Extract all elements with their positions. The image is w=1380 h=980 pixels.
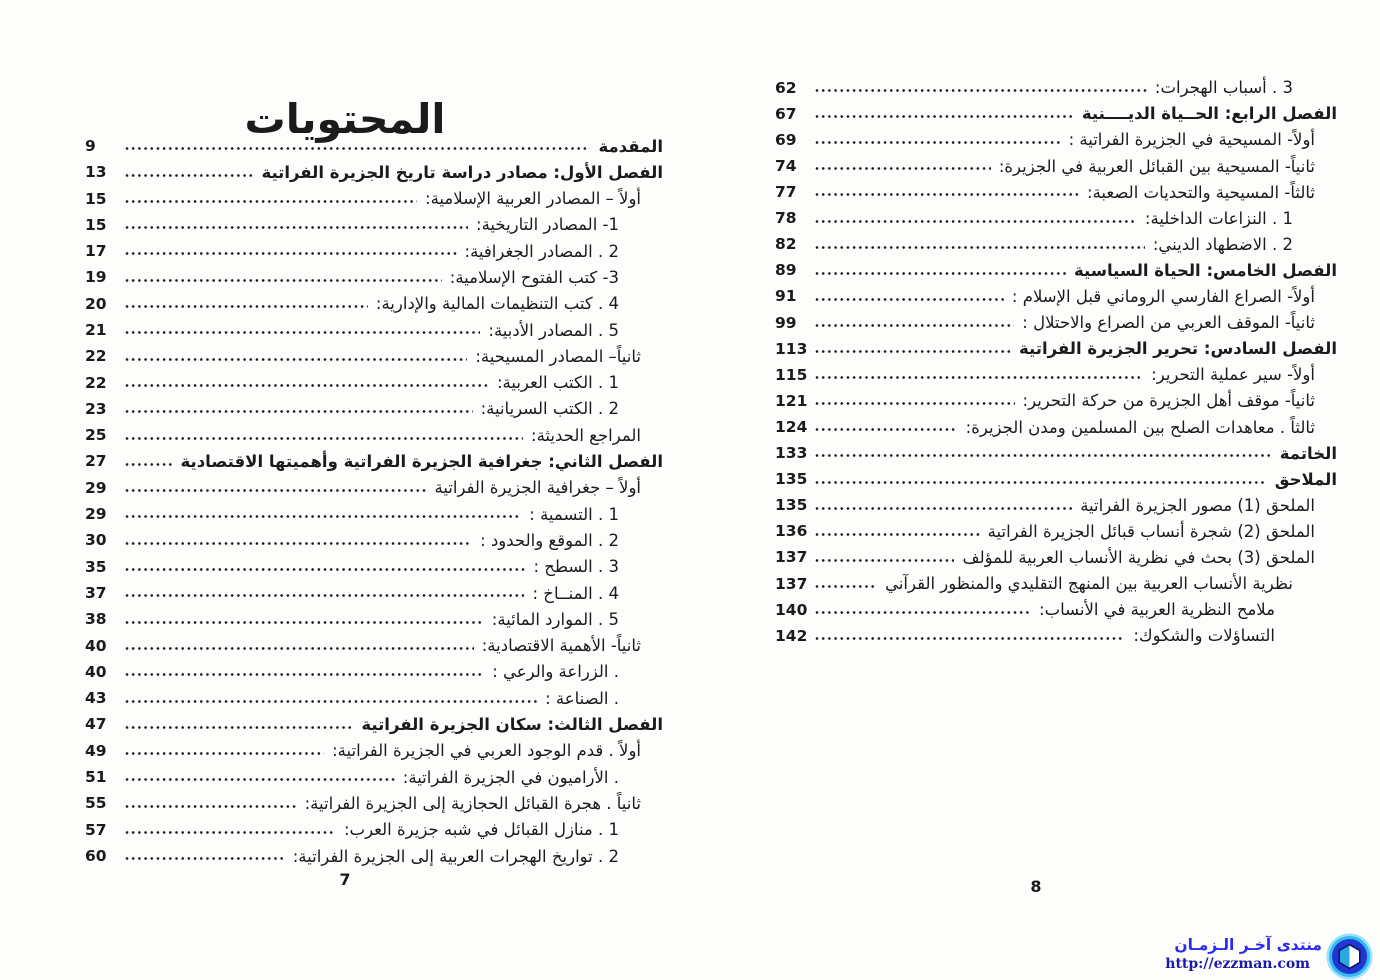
toc-entry bbox=[775, 281, 1337, 307]
toc-entry-page: 121 bbox=[775, 391, 808, 410]
toc-entry-label: أولاً – جغرافية الجزيرة الفراتية bbox=[434, 478, 641, 498]
dot-leader bbox=[814, 452, 1272, 459]
toc-entry-label: 1 . منازل القبائل في شبه جزيرة العرب: bbox=[343, 820, 619, 840]
toc-entry bbox=[85, 367, 663, 393]
toc-entry-label: الملحق (1) مصور الجزيرة الفراتية bbox=[1080, 495, 1315, 515]
toc-entry-label: 4 . المنــاخ : bbox=[532, 583, 619, 603]
toc-entry-page: 69 bbox=[775, 130, 797, 149]
toc-entry bbox=[775, 72, 1337, 98]
toc-entry-label: أولاً- سير عملية التحرير: bbox=[1151, 365, 1315, 385]
toc-entry bbox=[85, 735, 663, 761]
dot-leader bbox=[814, 374, 1143, 381]
toc-entry-page: 17 bbox=[85, 242, 107, 261]
toc-entry bbox=[85, 314, 663, 340]
toc-entry-label: التساؤلات والشكوك: bbox=[1133, 626, 1275, 646]
toc-entry-label: . الصناعة : bbox=[545, 688, 619, 708]
toc-entry bbox=[85, 235, 663, 261]
toc-entry-label: الفصل الخامس: الحياة السياسية bbox=[1074, 260, 1337, 280]
toc-entry bbox=[775, 594, 1337, 620]
toc-entry bbox=[85, 603, 663, 629]
toc-entry-page: 137 bbox=[775, 574, 808, 593]
dot-leader bbox=[124, 461, 173, 468]
toc-entry bbox=[775, 516, 1337, 542]
dot-leader bbox=[124, 435, 523, 442]
toc-entry-page: 22 bbox=[85, 347, 107, 366]
toc-entry-page: 9 bbox=[85, 136, 96, 155]
toc-entry-label: المراجع الحديثة: bbox=[531, 425, 641, 445]
toc-entry-page: 135 bbox=[775, 470, 808, 489]
toc-entry-label: أولاً – المصادر العربية الإسلامية: bbox=[425, 189, 641, 209]
toc-entry bbox=[85, 787, 663, 813]
toc-entry bbox=[85, 814, 663, 840]
toc-entry-page: 62 bbox=[775, 78, 797, 97]
toc-entry-label: ثانياً– المصادر المسيحية: bbox=[475, 346, 641, 366]
toc-entry-page: 15 bbox=[85, 189, 107, 208]
dot-leader bbox=[814, 296, 1004, 303]
dot-leader bbox=[124, 198, 417, 205]
toc-entry-page: 77 bbox=[775, 183, 797, 202]
dot-leader bbox=[124, 329, 480, 336]
toc-entry bbox=[85, 130, 663, 156]
dot-leader bbox=[124, 619, 484, 626]
dot-leader bbox=[124, 487, 426, 494]
toc-entry bbox=[85, 682, 663, 708]
toc-entry-label: 2 . الكتب السريانية: bbox=[480, 399, 619, 419]
toc-entry-label: المقدمة bbox=[598, 136, 663, 156]
toc-entry-label: 1 . النزاعات الداخلية: bbox=[1144, 208, 1293, 228]
toc-entry-page: 51 bbox=[85, 768, 107, 787]
left-page-number: 7 bbox=[339, 870, 351, 889]
dot-leader bbox=[124, 513, 521, 520]
toc-entry-page: 124 bbox=[775, 417, 808, 436]
toc-entry-page: 40 bbox=[85, 662, 107, 681]
toc-entry bbox=[85, 261, 663, 287]
toc-entry bbox=[85, 709, 663, 735]
toc-entry bbox=[775, 463, 1337, 489]
dot-leader bbox=[124, 829, 336, 836]
dot-leader bbox=[124, 408, 473, 415]
toc-entry-label: 3 . السطح : bbox=[533, 557, 619, 577]
dot-leader bbox=[814, 531, 980, 538]
toc-entry-page: 40 bbox=[85, 636, 107, 655]
dot-leader bbox=[814, 139, 1061, 146]
toc-entry bbox=[85, 209, 663, 235]
toc-entry-label: 2 . الموقع والحدود : bbox=[480, 530, 619, 550]
toc-entry-page: 82 bbox=[775, 235, 797, 254]
dot-leader bbox=[124, 750, 324, 757]
toc-entry-page: 142 bbox=[775, 626, 808, 645]
dot-leader bbox=[814, 87, 1147, 94]
toc-entry bbox=[85, 498, 663, 524]
toc-entry bbox=[775, 255, 1337, 281]
dot-leader bbox=[124, 645, 474, 652]
forum-logo-icon bbox=[1326, 933, 1373, 980]
contents-title: المحتويات bbox=[244, 95, 446, 144]
toc-entry bbox=[775, 307, 1337, 333]
dot-leader bbox=[814, 479, 1267, 486]
toc-entry bbox=[775, 542, 1337, 568]
toc-entry-label: 3 . أسباب الهجرات: bbox=[1154, 78, 1293, 98]
toc-entry-page: 135 bbox=[775, 496, 808, 515]
toc-entry-page: 49 bbox=[85, 741, 107, 760]
dot-leader bbox=[814, 218, 1137, 225]
dot-leader bbox=[124, 724, 353, 731]
toc-entry-page: 29 bbox=[85, 505, 107, 524]
toc-entry-page: 78 bbox=[775, 209, 797, 228]
watermark-site-name: منتدى آخـر الـزمـان bbox=[1174, 936, 1322, 954]
dot-leader bbox=[814, 583, 877, 590]
toc-entry-label: . الأراميون في الجزيرة الفراتية: bbox=[402, 767, 619, 787]
toc-entry-page: 115 bbox=[775, 365, 808, 384]
toc-entry-page: 21 bbox=[85, 321, 107, 339]
toc-entry-page: 67 bbox=[775, 104, 797, 123]
dot-leader bbox=[124, 776, 395, 783]
toc-entry bbox=[775, 202, 1337, 228]
toc-entry-label: ثالثاً . معاهدات الصلح بين المسلمين ومدن الجزيرة: bbox=[965, 417, 1315, 437]
toc-left-page bbox=[85, 130, 663, 866]
toc-entry bbox=[85, 656, 663, 682]
toc-entry bbox=[85, 577, 663, 603]
dot-leader bbox=[124, 671, 484, 678]
toc-entry bbox=[775, 411, 1337, 437]
toc-entry-page: 22 bbox=[85, 373, 107, 392]
toc-entry-label: ثانياً- المسيحية بين القبائل العربية في الجزيرة: bbox=[998, 156, 1315, 176]
dot-leader bbox=[814, 635, 1125, 642]
toc-entry bbox=[85, 630, 663, 656]
toc-entry-label: 2 . تواريخ الهجرات العربية إلى الجزيرة الفراتية: bbox=[292, 846, 619, 866]
dot-leader bbox=[124, 303, 368, 310]
dot-leader bbox=[814, 426, 958, 433]
dot-leader bbox=[814, 348, 1011, 355]
dot-leader bbox=[814, 322, 1014, 329]
toc-entry-page: 137 bbox=[775, 548, 808, 567]
toc-entry-label: الفصل الثاني: جغرافية الجزيرة الفراتية وأهميتها الاقتصادية bbox=[180, 452, 663, 472]
toc-entry-page: 37 bbox=[85, 583, 107, 602]
toc-entry bbox=[775, 568, 1337, 594]
dot-leader bbox=[124, 855, 285, 862]
dot-leader bbox=[814, 244, 1145, 251]
toc-entry-label: 5 . المصادر الأدبية: bbox=[488, 320, 619, 340]
toc-entry-page: 99 bbox=[775, 313, 797, 332]
toc-entry-page: 113 bbox=[775, 339, 808, 358]
toc-entry-label: 1 . التسمية : bbox=[529, 504, 619, 524]
dot-leader bbox=[124, 382, 489, 389]
dot-leader bbox=[124, 277, 442, 284]
dot-leader bbox=[814, 165, 991, 172]
toc-entry-page: 60 bbox=[85, 846, 107, 865]
toc-entry bbox=[85, 419, 663, 445]
dot-leader bbox=[124, 803, 297, 810]
toc-entry-page: 140 bbox=[775, 600, 808, 619]
toc-entry bbox=[85, 288, 663, 314]
toc-entry-page: 15 bbox=[85, 215, 107, 234]
toc-entry bbox=[775, 176, 1337, 202]
toc-entry-label: ثانياً . هجرة القبائل الحجازية إلى الجزيرة الفراتية: bbox=[304, 793, 641, 813]
toc-entry bbox=[85, 340, 663, 366]
toc-entry bbox=[775, 359, 1337, 385]
toc-entry bbox=[85, 551, 663, 577]
toc-entry-page: 38 bbox=[85, 610, 107, 629]
toc-entry-page: 30 bbox=[85, 531, 107, 550]
toc-entry-page: 29 bbox=[85, 478, 107, 497]
toc-entry-label: نظرية الأنساب العربية بين المنهج التقليدي والمنظور القرآني bbox=[885, 574, 1293, 594]
toc-entry-page: 23 bbox=[85, 399, 107, 418]
toc-entry-label: 1- المصادر التاريخية: bbox=[476, 215, 619, 235]
toc-entry-page: 136 bbox=[775, 522, 808, 541]
toc-entry-page: 89 bbox=[775, 261, 797, 280]
toc-entry-label: الملحق (3) بحث في نظرية الأنساب العربية للمؤلف bbox=[962, 547, 1315, 567]
dot-leader bbox=[814, 505, 1072, 512]
toc-entry-label: الفصل السادس: تحرير الجزيرة الفراتية bbox=[1019, 339, 1337, 359]
dot-leader bbox=[814, 609, 1031, 616]
toc-entry bbox=[85, 393, 663, 419]
toc-entry-label: ملامح النظرية العربية في الأنساب: bbox=[1039, 600, 1275, 620]
toc-entry-label: الملاحق bbox=[1274, 469, 1337, 489]
toc-entry bbox=[775, 98, 1337, 124]
toc-entry-label: الفصل الأول: مصادر دراسة تاريخ الجزيرة الفراتية bbox=[261, 162, 663, 182]
toc-entry-page: 13 bbox=[85, 163, 107, 182]
toc-entry-label: أولاً . قدم الوجود العربي في الجزيرة الفراتية: bbox=[332, 741, 641, 761]
toc-entry bbox=[775, 385, 1337, 411]
toc-entry-label: ثانياً- الموقف العربي من الصراع والاحتلال : bbox=[1022, 313, 1315, 333]
toc-right-page bbox=[775, 72, 1337, 646]
toc-entry bbox=[775, 229, 1337, 255]
dot-leader bbox=[814, 113, 1074, 120]
toc-entry-label: 2 . الاضطهاد الديني: bbox=[1152, 234, 1293, 254]
toc-entry-label: الملحق (2) شجرة أنساب قبائل الجزيرة الفراتية bbox=[987, 521, 1315, 541]
toc-entry bbox=[775, 333, 1337, 359]
dot-leader bbox=[124, 540, 472, 547]
toc-entry bbox=[85, 183, 663, 209]
toc-entry-label: ثانياً- موقف أهل الجزيرة من حركة التحرير: bbox=[1022, 391, 1315, 411]
toc-entry-label: أولاً- الصراع الفارسي الروماني قبل الإسلام : bbox=[1011, 287, 1315, 307]
dot-leader bbox=[814, 557, 954, 564]
dot-leader bbox=[814, 270, 1066, 277]
toc-entry bbox=[775, 490, 1337, 516]
toc-entry-label: ثانياً- الأهمية الاقتصادية: bbox=[481, 636, 641, 656]
watermark-site-url: http://ezzman.com bbox=[1165, 955, 1310, 972]
toc-entry-page: 133 bbox=[775, 444, 808, 463]
toc-entry-label: أولاً- المسيحية في الجزيرة الفراتية : bbox=[1068, 130, 1315, 150]
dot-leader bbox=[124, 224, 468, 231]
toc-entry bbox=[85, 761, 663, 787]
toc-entry bbox=[775, 124, 1337, 150]
watermark bbox=[1062, 936, 1322, 973]
dot-leader bbox=[124, 356, 467, 363]
toc-entry-page: 91 bbox=[775, 287, 797, 306]
dot-leader bbox=[124, 566, 525, 573]
toc-entry-page: 20 bbox=[85, 294, 107, 313]
toc-entry-page: 19 bbox=[85, 268, 107, 287]
toc-entry-page: 57 bbox=[85, 820, 107, 839]
dot-leader bbox=[124, 698, 537, 705]
toc-entry-label: الفصل الثالث: سكان الجزيرة الفراتية bbox=[361, 715, 663, 735]
toc-entry-page: 27 bbox=[85, 452, 107, 471]
toc-entry-page: 25 bbox=[85, 426, 107, 445]
dot-leader bbox=[124, 172, 253, 179]
toc-entry-page: 55 bbox=[85, 794, 107, 813]
toc-entry bbox=[85, 472, 663, 498]
toc-entry bbox=[775, 150, 1337, 176]
toc-entry-page: 74 bbox=[775, 157, 797, 175]
dot-leader bbox=[814, 400, 1015, 407]
dot-leader bbox=[124, 145, 590, 152]
toc-entry-page: 35 bbox=[85, 557, 107, 576]
right-page-number: 8 bbox=[1030, 877, 1042, 896]
toc-entry-label: ثالثاً- المسيحية والتحديات الصعبة: bbox=[1087, 182, 1315, 202]
toc-entry-label: 4 . كتب التنظيمات المالية والإدارية: bbox=[375, 294, 619, 314]
dot-leader bbox=[814, 191, 1079, 198]
toc-entry bbox=[775, 620, 1337, 646]
toc-entry-label: الفصل الرابع: الحــياة الديــــنية bbox=[1081, 104, 1337, 124]
toc-entry-label: 1 . الكتب العربية: bbox=[496, 373, 619, 393]
toc-entry bbox=[85, 524, 663, 550]
dot-leader bbox=[124, 250, 457, 257]
toc-entry bbox=[85, 446, 663, 472]
toc-entry-label: الخاتمة bbox=[1279, 443, 1337, 463]
toc-entry bbox=[85, 156, 663, 182]
toc-entry-label: 2 . المصادر الجغرافية: bbox=[464, 241, 619, 261]
toc-entry-page: 43 bbox=[85, 689, 107, 708]
dot-leader bbox=[124, 592, 524, 599]
toc-entry-label: . الزراعة والرعي : bbox=[492, 662, 619, 682]
toc-entry bbox=[85, 840, 663, 866]
toc-entry-label: 3- كتب الفتوح الإسلامية: bbox=[449, 267, 619, 287]
toc-entry-page: 47 bbox=[85, 715, 107, 734]
toc-entry bbox=[775, 437, 1337, 463]
toc-entry-label: 5 . الموارد المائية: bbox=[491, 609, 619, 629]
